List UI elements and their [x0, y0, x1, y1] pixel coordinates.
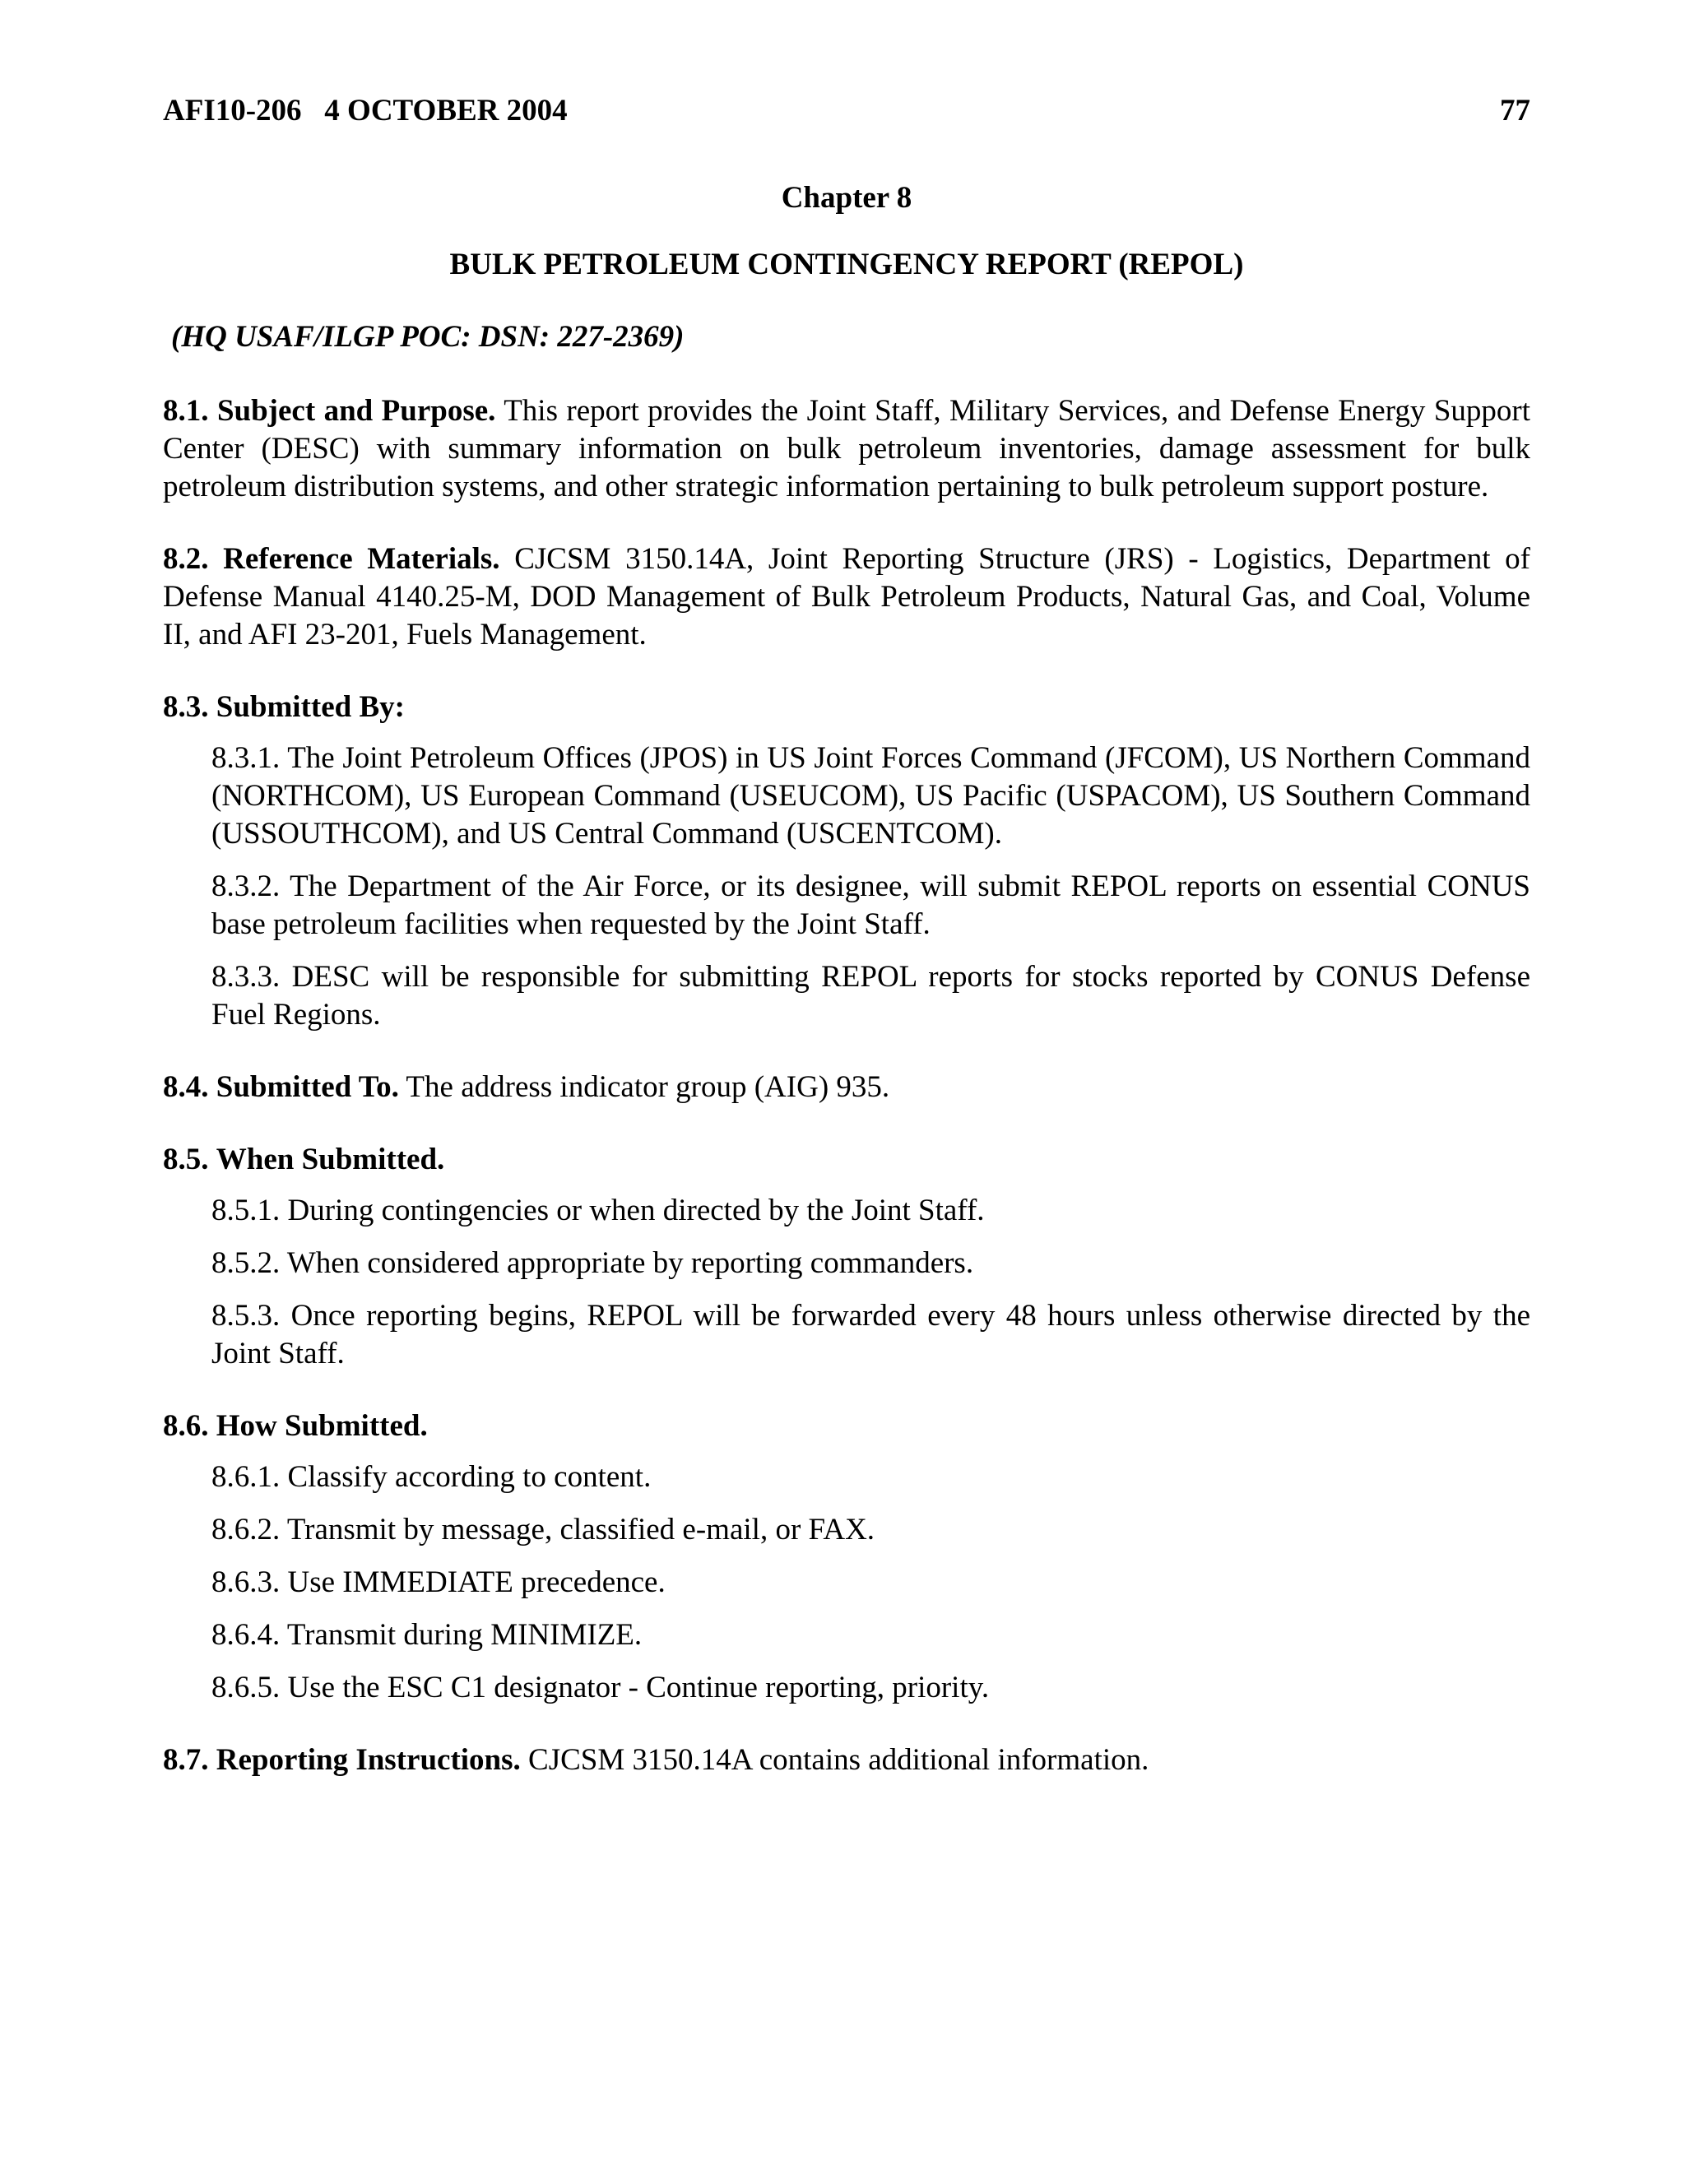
- section-8-1: [163, 392, 1530, 506]
- section-text: CJCSM 3150.14A contains additional information.: [520, 1743, 1149, 1777]
- chapter-title: BULK PETROLEUM CONTINGENCY REPORT (REPOL): [449, 248, 1244, 281]
- section-number: 8.5.: [163, 1143, 209, 1176]
- section-heading: Submitted By:: [216, 690, 405, 724]
- section-text: This report provides the Joint Staff, Military Services, and Defense Energy Support Center (DESC) with summary information on bulk petroleum inventories, damage assessment for bulk petroleum distribution systems, and other strategic information pertaining to bulk petroleum support posture.: [163, 394, 1530, 503]
- section-heading: Reference Materials.: [223, 542, 500, 576]
- section-text: CJCSM 3150.14A, Joint Reporting Structure (JRS) - Logistics, Department of Defense Manual 4140.25-M, DOD Management of Bulk Petroleum Products, Natural Gas, and Coal, Volume II, and AFI 23-201, Fuels Management.: [163, 542, 1530, 651]
- section-heading: Reporting Instructions.: [216, 1743, 521, 1777]
- section-number: 8.3.: [163, 690, 209, 724]
- section-number: 8.4.: [163, 1070, 209, 1104]
- section-8-3: [163, 689, 1530, 726]
- subsection-8-3-1: 8.3.1. The Joint Petroleum Offices (JPOS) in US Joint Forces Command (JFCOM), US Northern Command (NORTHCOM), US European Command (USEUCOM), US Pacific (USPACOM), US Southern Command (USSOUTHCOM), and US Central Command (USCENTCOM).: [211, 741, 1530, 851]
- subsection-8-6-1: 8.6.1. Classify according to content.: [211, 1460, 652, 1494]
- document-id: AFI10-206 4 OCTOBER 2004: [163, 94, 568, 128]
- section-number: 8.1.: [163, 394, 209, 428]
- section-text: The address indicator group (AIG) 935.: [398, 1070, 890, 1104]
- document-page: [163, 90, 1530, 1779]
- chapter-label: Chapter 8: [781, 181, 912, 215]
- section-heading: How Submitted.: [216, 1409, 428, 1443]
- page-number: 77: [1500, 94, 1530, 128]
- section-8-4: [163, 1069, 1530, 1106]
- section-8-2: [163, 540, 1530, 654]
- subsection-8-5-1: 8.5.1. During contingencies or when directed by the Joint Staff.: [211, 1194, 985, 1227]
- section-heading: Subject and Purpose.: [216, 394, 496, 428]
- point-of-contact: (HQ USAF/ILGP POC: DSN: 227-2369): [171, 320, 685, 354]
- section-8-7: [163, 1741, 1530, 1779]
- subsection-8-3-3: 8.3.3. DESC will be responsible for submitting REPOL reports for stocks reported by CONUS Defense Fuel Regions.: [211, 960, 1530, 1032]
- section-8-5: [163, 1141, 1530, 1179]
- subsection-8-6-3: 8.6.3. Use IMMEDIATE precedence.: [211, 1565, 666, 1599]
- subsection-8-6-5: 8.6.5. Use the ESC C1 designator - Continue reporting, priority.: [211, 1671, 990, 1704]
- section-heading: Submitted To.: [216, 1070, 399, 1104]
- running-header: [163, 90, 1530, 132]
- section-number: 8.6.: [163, 1409, 209, 1443]
- section-number: 8.2.: [163, 542, 209, 576]
- section-heading: When Submitted.: [216, 1143, 445, 1176]
- section-8-6: [163, 1407, 1530, 1445]
- subsection-8-6-2: 8.6.2. Transmit by message, classified e-mail, or FAX.: [211, 1513, 875, 1546]
- subsection-8-3-2: 8.3.2. The Department of the Air Force, or its designee, will submit REPOL reports on essential CONUS base petroleum facilities when requested by the Joint Staff.: [211, 869, 1530, 941]
- subsection-8-6-4: 8.6.4. Transmit during MINIMIZE.: [211, 1618, 643, 1652]
- subsection-8-5-2: 8.5.2. When considered appropriate by reporting commanders.: [211, 1246, 974, 1280]
- subsection-8-5-3: 8.5.3. Once reporting begins, REPOL will be forwarded every 48 hours unless otherwise directed by the Joint Staff.: [211, 1299, 1530, 1370]
- section-number: 8.7.: [163, 1743, 209, 1777]
